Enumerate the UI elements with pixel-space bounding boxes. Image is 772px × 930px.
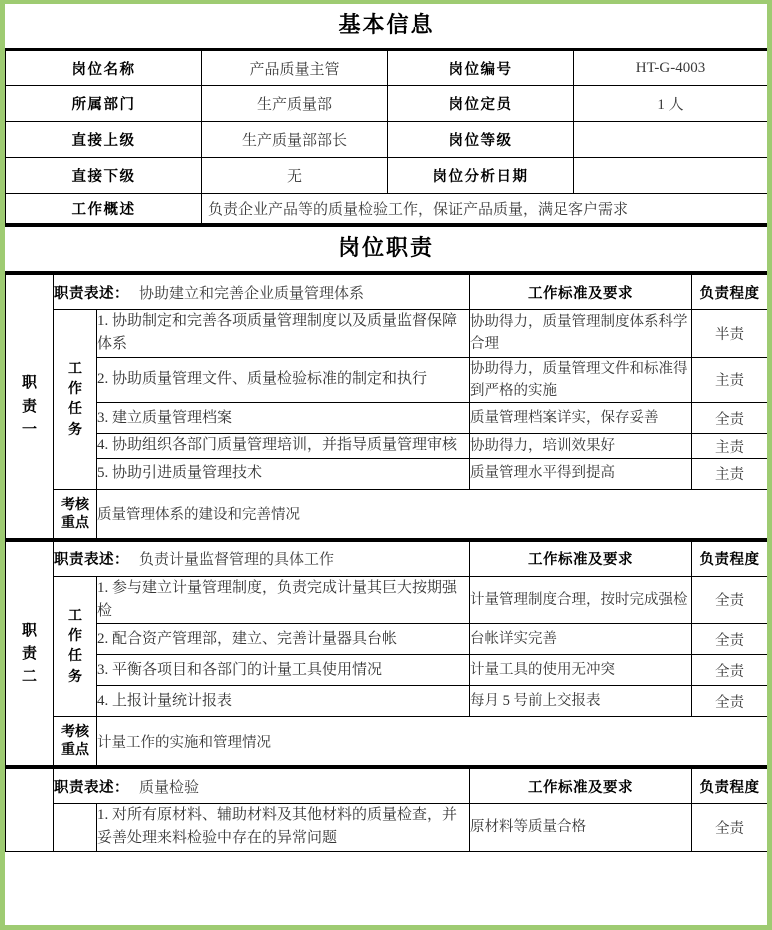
standard-header-3: 工作标准及要求 xyxy=(470,768,692,804)
duty-index-char: 职 xyxy=(21,373,37,392)
assessment-label-2 xyxy=(54,717,97,766)
work-task-char: 任 xyxy=(68,401,82,418)
label-headcount: 岗位定员 xyxy=(388,86,574,122)
duty-statement-label: 职责表述： xyxy=(54,552,129,569)
degree-text: 全责 xyxy=(692,624,767,655)
basic-info-banner-row xyxy=(6,4,768,50)
duty-statement-row xyxy=(6,540,768,576)
value-direct-subordinate: 无 xyxy=(202,158,388,194)
duty-table-2 xyxy=(5,539,767,767)
duty-statement-label: 职责表述： xyxy=(54,779,129,796)
value-job-summary: 负责企业产品等的质量检验工作，保证产品质量，满足客户需求 xyxy=(202,194,768,224)
label-analysis-date: 岗位分析日期 xyxy=(388,158,574,194)
task-text: 1. 对所有原材料、辅助材料及其他材料的质量检查，并妥善处理来料检验中存在的异常问题 xyxy=(97,804,470,852)
value-position-grade xyxy=(574,122,768,158)
task-text: 1. 参与建立计量管理制度，负责完成计量其巨大按期强检 xyxy=(97,576,470,624)
assessment-label-line: 考核 xyxy=(61,724,89,740)
table-row xyxy=(6,655,768,686)
document-body xyxy=(5,4,767,925)
standard-text: 每月 5 号前上交报表 xyxy=(470,686,692,717)
duty-statement-row xyxy=(6,275,768,310)
table-row xyxy=(6,458,768,489)
duty-index-1 xyxy=(6,275,54,539)
standard-text: 协助得力，质量管理文件和标准得到严格的实施 xyxy=(470,357,692,403)
basic-info-table xyxy=(5,4,767,224)
duties-banner: 岗位职责 xyxy=(5,226,767,273)
duty-statement-1 xyxy=(54,275,470,310)
degree-text: 全责 xyxy=(692,403,767,434)
work-task-char: 工 xyxy=(68,360,82,377)
work-task-char: 作 xyxy=(68,381,82,398)
standard-text: 协助得力，质量管理制度体系科学合理 xyxy=(470,310,692,358)
label-department: 所属部门 xyxy=(6,86,202,122)
degree-header-1: 负责程度 xyxy=(692,275,767,310)
degree-text: 主责 xyxy=(692,434,767,458)
duty-statement-text: 协助建立和完善企业质量管理体系 xyxy=(139,285,365,302)
standard-text: 台帐详实完善 xyxy=(470,624,692,655)
work-task-char: 工 xyxy=(68,607,82,624)
work-task-label-1 xyxy=(54,310,97,490)
work-task-char: 务 xyxy=(68,421,82,438)
task-text: 1. 协助制定和完善各项质量管理制度以及质量监督保障体系 xyxy=(97,310,470,358)
standard-text: 质量管理档案详实，保存妥善 xyxy=(470,403,692,434)
assessment-row xyxy=(6,717,768,766)
duty-index-2 xyxy=(6,540,54,766)
degree-text: 主责 xyxy=(692,458,767,489)
table-row xyxy=(6,434,768,458)
degree-header-2: 负责程度 xyxy=(692,540,767,576)
duty-index-char: 责 xyxy=(21,396,37,415)
value-department: 生产质量部 xyxy=(202,86,388,122)
table-row xyxy=(6,122,768,158)
duty-statement-2 xyxy=(54,540,470,576)
degree-text: 全责 xyxy=(692,655,767,686)
label-direct-subordinate: 直接下级 xyxy=(6,158,202,194)
duty-table-1 xyxy=(5,274,767,539)
table-row xyxy=(6,158,768,194)
standard-text: 原材料等质量合格 xyxy=(470,804,692,852)
value-position-name: 产品质量主管 xyxy=(202,50,388,86)
duties-banner-table xyxy=(5,224,767,274)
value-analysis-date xyxy=(574,158,768,194)
duty-index-3 xyxy=(6,768,54,852)
assessment-row xyxy=(6,489,768,538)
label-position-grade: 岗位等级 xyxy=(388,122,574,158)
assessment-label-1 xyxy=(54,489,97,538)
duty-statement-row xyxy=(6,768,768,804)
value-direct-superior: 生产质量部部长 xyxy=(202,122,388,158)
task-text: 3. 平衡各项目和各部门的计量工具使用情况 xyxy=(97,655,470,686)
label-direct-superior: 直接上级 xyxy=(6,122,202,158)
value-position-code: HT-G-4003 xyxy=(574,50,768,86)
work-task-char: 任 xyxy=(68,648,82,665)
value-headcount: 1 人 xyxy=(574,86,768,122)
degree-text: 全责 xyxy=(692,576,767,624)
table-row xyxy=(6,357,768,403)
duty-table-3 xyxy=(5,766,767,852)
work-task-label-3 xyxy=(54,804,97,852)
degree-header-3: 负责程度 xyxy=(692,768,767,804)
assessment-text-2: 计量工作的实施和管理情况 xyxy=(97,717,768,766)
task-text: 4. 协助组织各部门质量管理培训，并指导质量管理审核 xyxy=(97,434,470,458)
label-position-name: 岗位名称 xyxy=(6,50,202,86)
duty-statement-label: 职责表述： xyxy=(54,285,129,302)
basic-info-banner: 基本信息 xyxy=(6,4,768,50)
standard-text: 协助得力，培训效果好 xyxy=(470,434,692,458)
duty-statement-text: 质量检验 xyxy=(139,779,200,796)
task-text: 5. 协助引进质量管理技术 xyxy=(97,458,470,489)
table-row xyxy=(6,194,768,224)
standard-text: 质量管理水平得到提高 xyxy=(470,458,692,489)
standard-header-2: 工作标准及要求 xyxy=(470,540,692,576)
duty-statement-text: 负责计量监督管理的具体工作 xyxy=(139,552,335,569)
assessment-label-line: 重点 xyxy=(61,742,89,759)
work-task-char: 作 xyxy=(68,628,82,645)
table-row xyxy=(6,624,768,655)
duty-statement-3 xyxy=(54,768,470,804)
work-task-char: 务 xyxy=(68,668,82,685)
duties-banner-row xyxy=(5,226,767,273)
assessment-label-line: 重点 xyxy=(61,514,89,531)
task-text: 3. 建立质量管理档案 xyxy=(97,403,470,434)
standard-header-1: 工作标准及要求 xyxy=(470,275,692,310)
table-row xyxy=(6,86,768,122)
label-job-summary: 工作概述 xyxy=(6,194,202,224)
label-position-code: 岗位编号 xyxy=(388,50,574,86)
assessment-text-1: 质量管理体系的建设和完善情况 xyxy=(97,489,768,538)
standard-text: 计量管理制度合理，按时完成强检 xyxy=(470,576,692,624)
task-text: 2. 配合资产管理部，建立、完善计量器具台帐 xyxy=(97,624,470,655)
duty-index-char: 二 xyxy=(21,667,37,686)
table-row xyxy=(6,403,768,434)
degree-text: 半责 xyxy=(692,310,767,358)
duty-index-char: 职 xyxy=(21,620,37,639)
table-row xyxy=(6,576,768,624)
degree-text: 全责 xyxy=(692,686,767,717)
assessment-label-line: 考核 xyxy=(61,496,89,513)
table-row xyxy=(6,686,768,717)
standard-text: 计量工具的使用无冲突 xyxy=(470,655,692,686)
table-row xyxy=(6,50,768,86)
table-row xyxy=(6,310,768,358)
duty-index-char: 一 xyxy=(21,419,37,438)
degree-text: 全责 xyxy=(692,804,767,852)
duty-index-char: 责 xyxy=(21,643,37,662)
degree-text: 主责 xyxy=(692,357,767,403)
task-text: 4. 上报计量统计报表 xyxy=(97,686,470,717)
work-task-label-2 xyxy=(54,576,97,717)
table-row xyxy=(6,804,768,852)
task-text: 2. 协助质量管理文件、质量检验标准的制定和执行 xyxy=(97,357,470,403)
